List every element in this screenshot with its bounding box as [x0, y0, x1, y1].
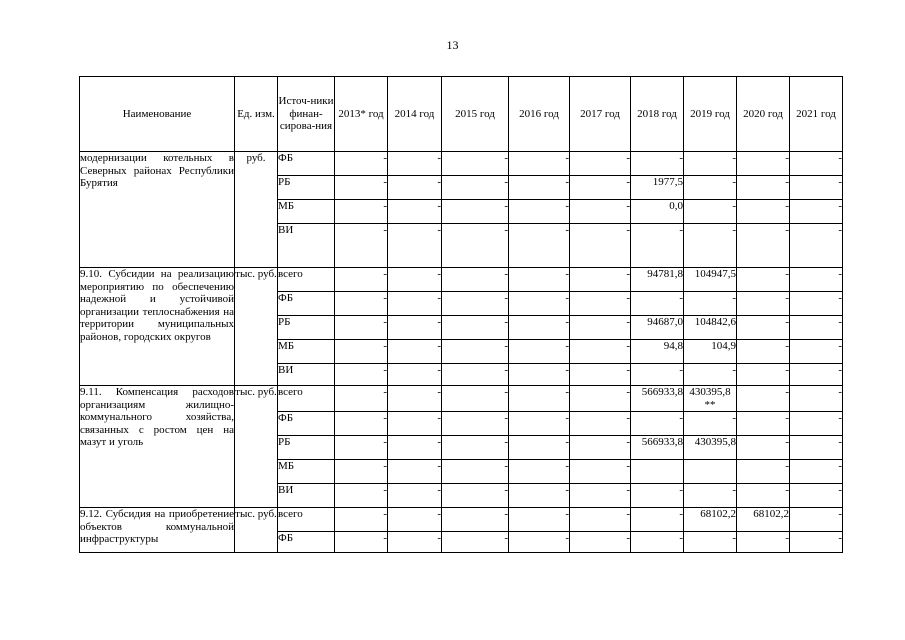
item-name: модернизации котельных в Северных районах Республики Бурятия [80, 152, 235, 268]
value-cell: - [631, 292, 684, 316]
funding-source: ФБ [278, 152, 335, 176]
value-cell: - [737, 484, 790, 508]
value-cell: - [790, 436, 843, 460]
funding-source: МБ [278, 340, 335, 364]
value-cell: 430395,8 [684, 436, 737, 460]
value-cell: - [509, 484, 570, 508]
value-cell: - [790, 412, 843, 436]
funding-source: РБ [278, 436, 335, 460]
value-cell: - [570, 484, 631, 508]
funding-source: ФБ [278, 292, 335, 316]
value-cell: - [442, 386, 509, 412]
value-cell: - [737, 152, 790, 176]
item-unit: руб. [235, 152, 278, 268]
value-cell: - [790, 152, 843, 176]
value-cell: - [737, 340, 790, 364]
value-cell: - [509, 364, 570, 386]
value-cell: - [442, 436, 509, 460]
value-cell: - [737, 224, 790, 268]
value-cell: 94,8 [631, 340, 684, 364]
value-cell: - [335, 484, 388, 508]
value-cell: - [570, 386, 631, 412]
funding-source: ФБ [278, 532, 335, 553]
value-cell: 430395,8 ** [684, 386, 737, 412]
value-cell: - [790, 364, 843, 386]
value-cell: - [509, 508, 570, 532]
value-cell: - [335, 386, 388, 412]
value-cell: - [684, 532, 737, 553]
value-cell: - [335, 152, 388, 176]
value-cell: - [442, 268, 509, 292]
value-cell: - [570, 268, 631, 292]
value-cell: - [388, 532, 442, 553]
value-cell: - [570, 460, 631, 484]
value-cell: - [388, 412, 442, 436]
value-cell: - [737, 386, 790, 412]
table-row [80, 268, 843, 292]
value-cell: - [335, 364, 388, 386]
value-cell: 94781,8 [631, 268, 684, 292]
value-cell: - [570, 508, 631, 532]
value-cell: - [631, 152, 684, 176]
value-cell: - [388, 340, 442, 364]
value-cell: - [442, 292, 509, 316]
value-cell: - [335, 532, 388, 553]
value-cell: - [684, 200, 737, 224]
value-cell: - [684, 292, 737, 316]
value-cell: - [442, 316, 509, 340]
value-cell: - [388, 508, 442, 532]
value-cell: - [790, 292, 843, 316]
value-cell: - [509, 460, 570, 484]
value-cell: - [335, 460, 388, 484]
header-2017: 2017 год [570, 77, 631, 152]
value-cell: - [790, 340, 843, 364]
value-cell: - [509, 176, 570, 200]
value-cell: - [570, 152, 631, 176]
value-cell: - [790, 268, 843, 292]
value-cell: - [509, 316, 570, 340]
value-cell: 94687,0 [631, 316, 684, 340]
funding-source: ВИ [278, 484, 335, 508]
value-cell: - [509, 436, 570, 460]
value-cell: - [737, 268, 790, 292]
header-name: Наименование [80, 77, 235, 152]
value-cell: - [684, 224, 737, 268]
value-cell: - [737, 292, 790, 316]
header-2021: 2021 год [790, 77, 843, 152]
value-cell: - [570, 532, 631, 553]
value-cell: - [737, 436, 790, 460]
value-cell: - [442, 340, 509, 364]
header-2018: 2018 год [631, 77, 684, 152]
item-unit: тыс. руб. [235, 386, 278, 508]
value-cell: - [509, 200, 570, 224]
value-cell: - [442, 508, 509, 532]
value-cell: - [737, 412, 790, 436]
value-cell: - [442, 224, 509, 268]
funding-source: всего [278, 268, 335, 292]
value-cell: - [790, 532, 843, 553]
value-cell: - [335, 412, 388, 436]
funding-source: РБ [278, 176, 335, 200]
item-unit: тыс. руб. [235, 508, 278, 553]
value-cell: - [442, 460, 509, 484]
value-cell: - [442, 200, 509, 224]
value-cell: - [335, 436, 388, 460]
value-cell: - [570, 316, 631, 340]
value-cell: - [388, 460, 442, 484]
value-cell: - [737, 364, 790, 386]
value-cell: - [509, 532, 570, 553]
header-2014: 2014 год [388, 77, 442, 152]
value-cell: - [631, 224, 684, 268]
value-cell: - [570, 364, 631, 386]
value-cell: - [388, 152, 442, 176]
value-cell: - [388, 364, 442, 386]
value-cell: - [335, 200, 388, 224]
value-cell: - [684, 152, 737, 176]
value-cell: - [790, 176, 843, 200]
funding-source: всего [278, 508, 335, 532]
financing-table [79, 76, 843, 553]
header-2020: 2020 год [737, 77, 790, 152]
value-cell: - [388, 268, 442, 292]
item-name: 9.12. Субсидия на приобретение объектов коммунальной инфраструктуры [80, 508, 235, 553]
header-2015: 2015 год [442, 77, 509, 152]
value-cell: - [570, 200, 631, 224]
value-cell: - [442, 532, 509, 553]
value-cell: - [442, 364, 509, 386]
value-cell: - [388, 316, 442, 340]
value-cell: - [737, 316, 790, 340]
value-cell: 104947,5 [684, 268, 737, 292]
value-cell: - [790, 460, 843, 484]
value-cell: 68102,2 [684, 508, 737, 532]
header-2019: 2019 год [684, 77, 737, 152]
item-unit: тыс. руб. [235, 268, 278, 386]
value-cell: - [570, 224, 631, 268]
value-cell: 104842,6 [684, 316, 737, 340]
value-cell: - [509, 224, 570, 268]
value-cell: - [790, 386, 843, 412]
funding-source: всего [278, 386, 335, 412]
value-cell: - [388, 176, 442, 200]
value-cell: - [737, 460, 790, 484]
funding-source: ФБ [278, 412, 335, 436]
value-cell: - [335, 224, 388, 268]
value-cell: - [570, 176, 631, 200]
value-cell: - [684, 412, 737, 436]
value-cell: - [570, 412, 631, 436]
header-row [80, 77, 843, 152]
funding-source: МБ [278, 200, 335, 224]
funding-source: ВИ [278, 224, 335, 268]
value-cell: - [509, 292, 570, 316]
table-row [80, 508, 843, 532]
value-cell: - [388, 200, 442, 224]
value-cell: - [737, 532, 790, 553]
value-cell: - [737, 200, 790, 224]
funding-source: МБ [278, 460, 335, 484]
value-cell: - [388, 292, 442, 316]
item-name: 9.11. Компенсация расходов организациям жилищно-коммунального хозяйства, связанных с ростом цен на мазут и уголь [80, 386, 235, 508]
value-cell: - [570, 292, 631, 316]
value-cell: - [335, 268, 388, 292]
value-cell: 1977,5 [631, 176, 684, 200]
value-cell: - [631, 532, 684, 553]
value-cell: - [790, 316, 843, 340]
value-cell [631, 460, 684, 484]
table-row [80, 386, 843, 412]
value-cell: - [790, 200, 843, 224]
value-cell: - [442, 412, 509, 436]
value-cell: 104,9 [684, 340, 737, 364]
value-cell: - [570, 436, 631, 460]
page-number: 13 [446, 38, 459, 52]
value-cell: - [790, 224, 843, 268]
funding-source: РБ [278, 316, 335, 340]
value-cell: - [631, 364, 684, 386]
header-unit: Ед. изм. [235, 77, 278, 152]
value-cell: - [388, 224, 442, 268]
value-cell: 566933,8 [631, 436, 684, 460]
value-cell: - [442, 176, 509, 200]
value-cell: - [684, 364, 737, 386]
table-row [80, 152, 843, 176]
value-cell [684, 460, 737, 484]
value-cell: 0,0 [631, 200, 684, 224]
value-cell: - [388, 386, 442, 412]
value-cell: - [684, 176, 737, 200]
header-2013: 2013* год [335, 77, 388, 152]
value-cell: - [790, 484, 843, 508]
value-cell: - [388, 484, 442, 508]
value-cell: - [442, 152, 509, 176]
value-cell: - [335, 340, 388, 364]
value-cell: - [388, 436, 442, 460]
value-cell: 68102,2 [737, 508, 790, 532]
value-cell: - [509, 340, 570, 364]
value-cell: - [335, 508, 388, 532]
value-cell: - [442, 484, 509, 508]
value-cell: - [335, 316, 388, 340]
value-cell: - [570, 340, 631, 364]
value-cell: - [335, 292, 388, 316]
value-cell: - [631, 412, 684, 436]
value-cell: - [631, 508, 684, 532]
value-cell: - [509, 268, 570, 292]
value-cell: - [790, 508, 843, 532]
header-source: Источ-ники финан-сирова-ния [278, 77, 335, 152]
item-name: 9.10. Субсидии на реализацию мероприятию по обеспечению надежной и устойчивой организации теплоснабжения на территории муниципальных районов, городских округов [80, 268, 235, 386]
value-cell: 566933,8 [631, 386, 684, 412]
value-cell: - [509, 412, 570, 436]
value-cell: - [509, 386, 570, 412]
value-cell: - [684, 484, 737, 508]
value-cell: - [737, 176, 790, 200]
funding-source: ВИ [278, 364, 335, 386]
value-cell: - [335, 176, 388, 200]
header-2016: 2016 год [509, 77, 570, 152]
value-cell: - [631, 484, 684, 508]
value-cell: - [509, 152, 570, 176]
